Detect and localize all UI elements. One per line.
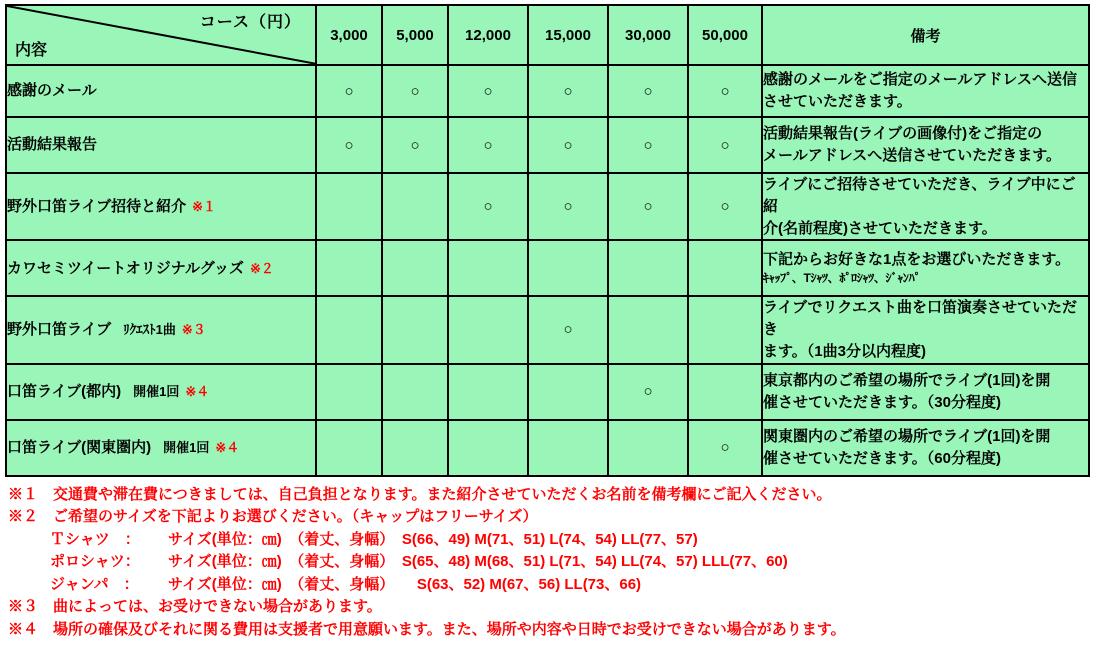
table-header-row: [6, 5, 1089, 65]
remark-line: 東京都内のご希望の場所でライブ(1回)を開: [763, 371, 1051, 389]
remark-line: 活動結果報告(ライブの画像付)をご指定の: [763, 125, 1043, 143]
price-column-header-50000: 50,000: [688, 5, 762, 65]
item-cell: [6, 117, 316, 173]
size-label: ジャンパ ：: [50, 575, 139, 593]
table-row: [6, 364, 1089, 420]
item-cell: [6, 420, 316, 476]
item-label: 感謝のメール: [7, 82, 97, 100]
size-row-jumper: [8, 574, 1095, 597]
item-label: 活動結果報告: [7, 136, 98, 154]
mark-cell-30000: [608, 420, 688, 476]
remark-line: 催させていただきます。（60分程度): [763, 449, 1001, 467]
mark-cell-15000: [528, 420, 608, 476]
pricing-table: [5, 4, 1090, 477]
size-row-poloshirt: [8, 551, 1095, 574]
remark-line: 感謝のメールをご指定のメールアドレスへ送信: [763, 71, 1077, 89]
mark-cell-5000: ○: [382, 117, 448, 173]
footnote-2: ※２ ご希望のサイズを下記よりお選びください。（キャップはフリーサイズ）: [8, 508, 538, 525]
mark-cell-30000: ○: [608, 173, 688, 240]
size-values: S(63、52) M(67、56) LL(73、66): [416, 575, 642, 593]
remark-line: させていただきます。: [763, 93, 912, 110]
mark-cell-3000: [316, 173, 382, 240]
mark-cell-3000: ○: [316, 65, 382, 117]
remark-cell: [762, 420, 1089, 476]
size-spec: サイズ(単位：㎝) （着丈、身幅）: [168, 575, 387, 593]
remark-cell: [762, 364, 1089, 420]
mark-cell-5000: [382, 240, 448, 296]
remark-cell: [762, 296, 1089, 363]
remark-cell: [762, 65, 1089, 117]
mark-cell-15000: ○: [528, 117, 608, 173]
item-note-ref: ※４: [185, 383, 210, 399]
remark-cell: [762, 117, 1089, 173]
item-cell: [6, 65, 316, 117]
mark-cell-5000: [382, 420, 448, 476]
mark-cell-3000: [316, 364, 382, 420]
price-column-header-3000: 3,000: [316, 5, 382, 65]
mark-cell-12000: ○: [448, 173, 528, 240]
mark-cell-50000: ○: [688, 420, 762, 476]
mark-cell-12000: [448, 364, 528, 420]
item-sublabel: 開催1回: [163, 439, 210, 455]
mark-cell-12000: [448, 296, 528, 363]
size-label: Ｔシャツ ：: [50, 530, 140, 548]
course-header-label: コース（円）: [199, 14, 301, 31]
remark-line: ます。（1曲3分以内程度): [763, 342, 926, 360]
footnote-1: ※１ 交通費や滞在費につきましては、自己負担となります。また紹介させていただくお名前を備考欄にご記入ください。: [8, 485, 832, 503]
item-cell: [6, 173, 316, 240]
remark-line: メールアドレスへ送信させていただきます。: [763, 147, 1062, 164]
remark-line: 催させていただきます。（30分程度): [763, 393, 1001, 411]
size-spec: サイズ(単位：㎝) （着丈、身幅）: [168, 553, 387, 570]
mark-cell-5000: [382, 364, 448, 420]
mark-cell-50000: [688, 364, 762, 420]
size-spec: サイズ(単位：㎝) （着丈、身幅）: [168, 530, 387, 548]
table-row: [6, 420, 1089, 476]
table-row: [6, 173, 1089, 240]
mark-cell-30000: [608, 240, 688, 296]
table-row: [6, 296, 1089, 363]
footnote-3: ※３ 曲によっては、お受けできない場合があります。: [8, 598, 382, 615]
mark-cell-12000: ○: [448, 65, 528, 117]
footnote-4: ※４ 場所の確保及びそれに関る費用は支援者で用意願います。また、場所や内容や日時でお受けできない場合があります。: [8, 620, 846, 638]
mark-cell-50000: ○: [688, 173, 762, 240]
size-label: ポロシャツ：: [50, 553, 140, 570]
mark-cell-3000: [316, 420, 382, 476]
remark-line: 下記からお好きな1点をお選びいただきます。: [763, 250, 1071, 268]
header-corner-cell: [6, 5, 316, 65]
mark-cell-30000: ○: [608, 117, 688, 173]
content-header-label: 内容: [15, 42, 48, 59]
mark-cell-12000: [448, 420, 528, 476]
mark-cell-50000: [688, 296, 762, 363]
mark-cell-3000: [316, 296, 382, 363]
remark-line: ライブにご招待させていただき、ライブ中にご紹: [763, 176, 1076, 215]
remark-line: ｷｬｯﾌﾟ、Tｼｬﾂ、ﾎﾟﾛｼｬﾂ、ｼﾞｬﾝﾊﾟ: [763, 271, 921, 286]
mark-cell-5000: ○: [382, 65, 448, 117]
mark-cell-3000: [316, 240, 382, 296]
mark-cell-15000: [528, 364, 608, 420]
item-sublabel: 開催1回: [133, 383, 180, 399]
mark-cell-50000: ○: [688, 65, 762, 117]
remark-line: ライブでリクエスト曲を口笛演奏させていただき: [763, 299, 1077, 338]
mark-cell-3000: ○: [316, 117, 382, 173]
mark-cell-15000: ○: [528, 65, 608, 117]
remark-column-header: 備考: [762, 5, 1089, 65]
price-column-header-15000: 15,000: [528, 5, 608, 65]
table-row: [6, 65, 1089, 117]
mark-cell-50000: [688, 240, 762, 296]
item-note-ref: ※３: [181, 322, 206, 338]
item-sublabel: ﾘｸｴｽﾄ1曲: [123, 322, 176, 338]
item-label: カワセミツイートオリジナルグッズ: [7, 259, 245, 277]
price-column-header-30000: 30,000: [608, 5, 688, 65]
remark-line: 介(名前程度)させていただきます。: [763, 219, 997, 237]
item-note-ref: ※２: [250, 260, 274, 276]
table-row: [6, 240, 1089, 296]
mark-cell-15000: [528, 240, 608, 296]
item-cell: [6, 364, 316, 420]
item-cell: [6, 240, 316, 296]
mark-cell-30000: [608, 296, 688, 363]
item-label: 野外口笛ライブ: [7, 321, 112, 339]
size-row-tshirt: [8, 529, 1095, 552]
mark-cell-12000: ○: [448, 117, 528, 173]
mark-cell-15000: ○: [528, 173, 608, 240]
pricing-page: [0, 4, 1095, 651]
remark-cell: [762, 240, 1089, 296]
item-label: 野外口笛ライブ招待と紹介: [7, 197, 187, 215]
size-values: S(66、49) M(71、51) L(74、54) LL(77、57): [401, 530, 698, 548]
item-label: 口笛ライブ(都内): [7, 382, 122, 400]
footnotes-section: [8, 484, 1095, 642]
size-values: S(65、48) M(68、51) L(71、54) LL(74、57) LLL(77、60): [401, 553, 788, 570]
mark-cell-50000: ○: [688, 117, 762, 173]
item-note-ref: ※４: [215, 439, 240, 455]
item-label: 口笛ライブ(関東圏内): [7, 438, 152, 456]
table-row: [6, 117, 1089, 173]
item-note-ref: ※１: [192, 198, 217, 214]
mark-cell-12000: [448, 240, 528, 296]
item-cell: [6, 296, 316, 363]
mark-cell-30000: ○: [608, 65, 688, 117]
remark-cell: [762, 173, 1089, 240]
mark-cell-15000: ○: [528, 296, 608, 363]
remark-line: 関東圏内のご希望の場所でライブ(1回)を開: [763, 427, 1051, 445]
price-column-header-12000: 12,000: [448, 5, 528, 65]
mark-cell-30000: ○: [608, 364, 688, 420]
price-column-header-5000: 5,000: [382, 5, 448, 65]
mark-cell-5000: [382, 296, 448, 363]
mark-cell-5000: [382, 173, 448, 240]
